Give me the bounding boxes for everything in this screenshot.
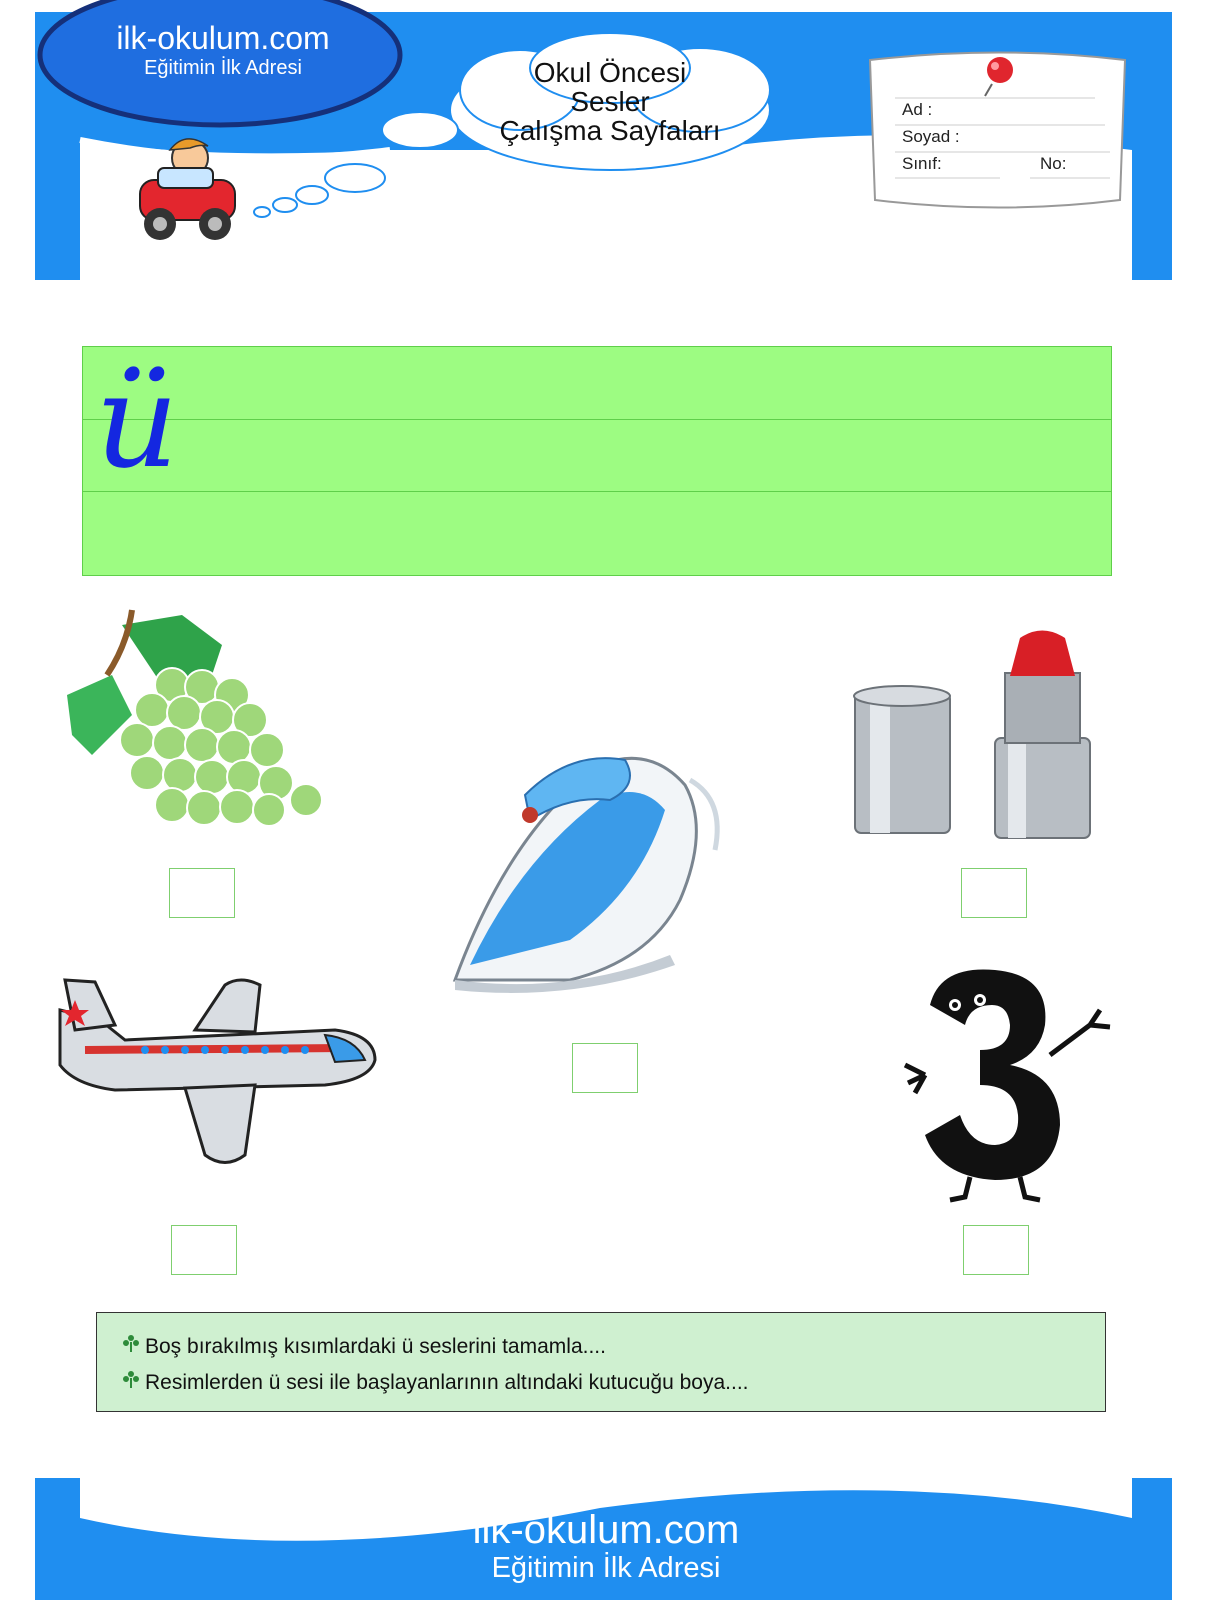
footer-slogan: Eğitimin İlk Adresi bbox=[491, 1552, 721, 1584]
title-line-3: Çalışma Sayfaları bbox=[499, 115, 721, 146]
grapes-checkbox[interactable] bbox=[169, 868, 235, 918]
airplane-picture bbox=[55, 970, 380, 1180]
title-line-2: Sesler bbox=[570, 86, 650, 117]
instruction-1 bbox=[121, 1333, 606, 1359]
car-kid-illustration bbox=[130, 130, 250, 250]
instruction-2 bbox=[121, 1369, 749, 1395]
clover-icon bbox=[121, 1369, 145, 1395]
surname-label: Soyad : bbox=[902, 127, 960, 146]
guide-line-bottom bbox=[83, 491, 1111, 492]
footer-logo[interactable] bbox=[0, 1508, 1212, 1585]
instruction-1-text: Boş bırakılmış kısımlardaki ü seslerini tamamla.... bbox=[145, 1335, 606, 1358]
site-slogan: Eğitimin İlk Adresi bbox=[144, 57, 302, 79]
instructions-box bbox=[96, 1312, 1106, 1412]
site-name: ilk-okulum.com bbox=[116, 20, 330, 56]
footer-site-name: ilk-okulum.com bbox=[472, 1508, 740, 1552]
lipstick-picture bbox=[830, 628, 1100, 843]
number-three-checkbox[interactable] bbox=[963, 1225, 1029, 1275]
guide-line-top bbox=[83, 419, 1111, 420]
worksheet-title bbox=[470, 58, 750, 145]
airplane-checkbox[interactable] bbox=[171, 1225, 237, 1275]
iron-checkbox[interactable] bbox=[572, 1043, 638, 1093]
lipstick-checkbox[interactable] bbox=[961, 868, 1027, 918]
sample-letter: ü bbox=[95, 345, 179, 497]
class-label: Sınıf: bbox=[902, 154, 942, 173]
clover-icon bbox=[121, 1333, 145, 1359]
title-line-1: Okul Öncesi bbox=[533, 57, 687, 88]
student-info-note bbox=[880, 58, 1120, 208]
iron-picture bbox=[450, 740, 740, 1000]
header-logo[interactable] bbox=[98, 20, 348, 80]
number-three-picture bbox=[900, 965, 1120, 1205]
letter-writing-band[interactable] bbox=[82, 346, 1112, 576]
number-label: No: bbox=[1040, 154, 1067, 173]
instruction-2-text: Resimlerden ü sesi ile başlayanlarının altındaki kutucuğu boya.... bbox=[145, 1371, 749, 1394]
grapes-picture bbox=[62, 605, 327, 845]
name-label: Ad : bbox=[902, 100, 933, 119]
